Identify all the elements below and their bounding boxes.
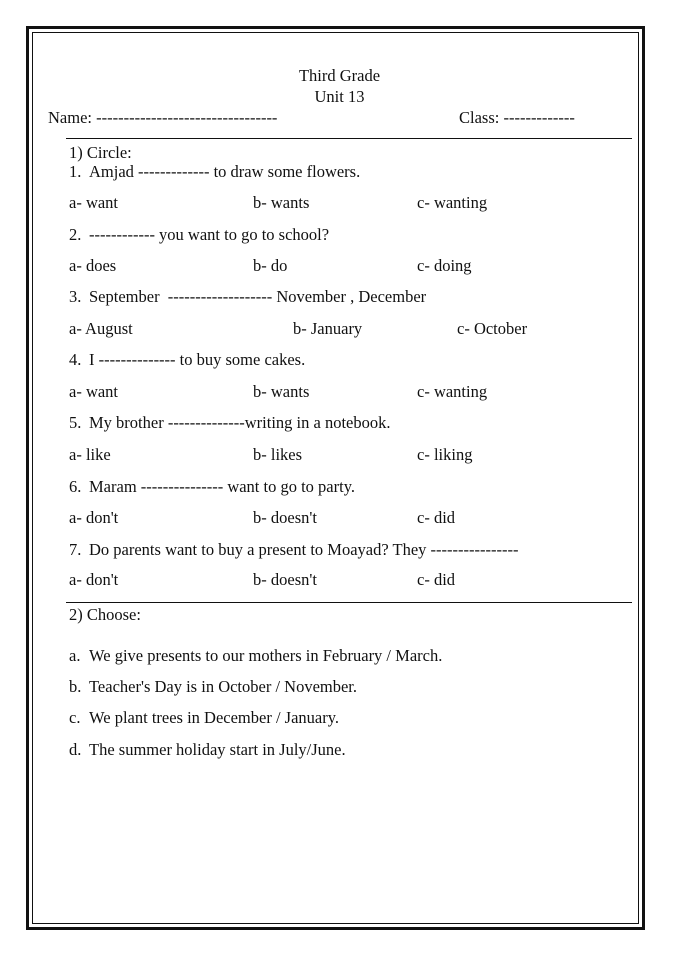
- option-c: c- liking: [417, 445, 473, 464]
- question-text: September ------------------- November , December: [89, 287, 427, 306]
- option-c: c- wanting: [417, 193, 488, 212]
- choose-sentence: The summer holiday start in July/June.: [89, 740, 346, 759]
- option-a: a- like: [69, 445, 111, 464]
- worksheet-title: Third Grade: [298, 66, 381, 85]
- question-number: 7.: [69, 540, 82, 559]
- option-a: a- want: [69, 382, 119, 401]
- header-divider: [66, 138, 632, 139]
- choose-letter: a.: [69, 646, 81, 665]
- choose-sentence: Teacher's Day is in October / November.: [89, 677, 358, 696]
- choose-letter: c.: [69, 708, 81, 727]
- option-c: c- wanting: [417, 382, 488, 401]
- option-b: b- likes: [253, 445, 303, 464]
- question-text: I -------------- to buy some cakes.: [89, 350, 306, 369]
- question-text: Amjad ------------- to draw some flowers.: [89, 162, 361, 181]
- class-field: Class: -------------: [459, 108, 575, 127]
- question-number: 6.: [69, 477, 82, 496]
- name-field: Name: ---------------------------------: [48, 108, 278, 127]
- question-text: Maram --------------- want to go to party.: [89, 477, 356, 496]
- question-number: 5.: [69, 413, 82, 432]
- question-text: ------------ you want to go to school?: [89, 225, 330, 244]
- section1-heading: 1) Circle:: [69, 143, 132, 162]
- option-a: a- want: [69, 193, 119, 212]
- option-c: c- October: [457, 319, 528, 338]
- question-text: Do parents want to buy a present to Moayad? They ----------------: [89, 540, 519, 559]
- option-a: a- don't: [69, 508, 119, 527]
- choose-letter: d.: [69, 740, 82, 759]
- question-number: 4.: [69, 350, 82, 369]
- option-a: a- August: [69, 319, 133, 338]
- option-b: b- wants: [253, 193, 310, 212]
- choose-letter: b.: [69, 677, 82, 696]
- question-number: 2.: [69, 225, 82, 244]
- option-a: a- don't: [69, 570, 119, 589]
- section-divider: [66, 602, 632, 603]
- option-b: b- doesn't: [253, 508, 317, 527]
- option-c: c- doing: [417, 256, 472, 275]
- option-c: c- did: [417, 570, 456, 589]
- question-text: My brother --------------writing in a notebook.: [89, 413, 391, 432]
- option-b: b- do: [253, 256, 288, 275]
- question-number: 1.: [69, 162, 82, 181]
- option-a: a- does: [69, 256, 117, 275]
- choose-sentence: We give presents to our mothers in February / March.: [89, 646, 443, 665]
- option-c: c- did: [417, 508, 456, 527]
- option-b: b- January: [293, 319, 363, 338]
- option-b: b- wants: [253, 382, 310, 401]
- question-number: 3.: [69, 287, 82, 306]
- option-b: b- doesn't: [253, 570, 317, 589]
- choose-sentence: We plant trees in December / January.: [89, 708, 340, 727]
- worksheet-unit: Unit 13: [314, 87, 365, 106]
- section2-heading: 2) Choose:: [69, 605, 141, 624]
